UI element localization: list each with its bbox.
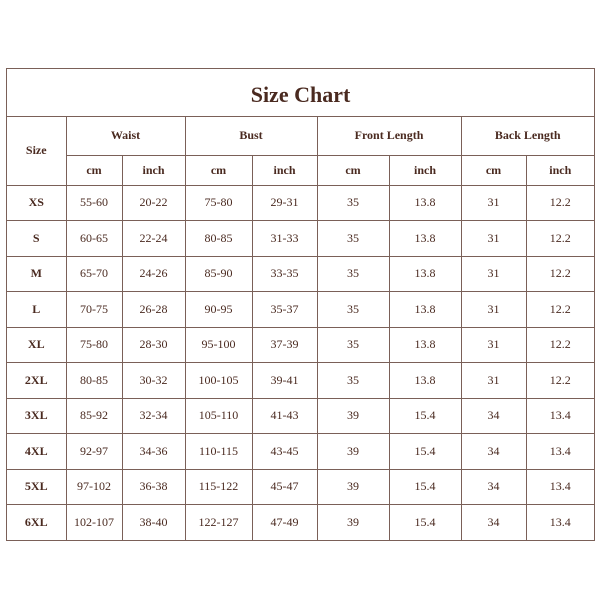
- size-chart: [6, 68, 595, 541]
- table-cell: 31: [461, 327, 526, 363]
- table-cell: 15.4: [389, 505, 461, 541]
- table-cell: 29-31: [252, 185, 317, 221]
- table-cell: 13.8: [389, 221, 461, 257]
- table-cell: 110-115: [185, 434, 252, 470]
- table-row: [7, 434, 594, 470]
- table-cell: 47-49: [252, 505, 317, 541]
- table-cell: 12.2: [526, 221, 594, 257]
- table-cell: 34-36: [122, 434, 185, 470]
- table-cell: 31: [461, 185, 526, 221]
- table-cell: 34: [461, 469, 526, 505]
- table-cell: 13.4: [526, 434, 594, 470]
- table-cell: 115-122: [185, 469, 252, 505]
- table-cell: 30-32: [122, 363, 185, 399]
- table-cell: 12.2: [526, 327, 594, 363]
- table-cell: 31: [461, 292, 526, 328]
- title-row: [7, 69, 594, 117]
- table-cell: 35: [317, 256, 389, 292]
- table-cell: 39: [317, 398, 389, 434]
- table-cell: 105-110: [185, 398, 252, 434]
- table-cell: 60-65: [66, 221, 122, 257]
- table-cell: 24-26: [122, 256, 185, 292]
- table-cell: 43-45: [252, 434, 317, 470]
- group-header-back-length: Back Length: [461, 117, 594, 155]
- table-cell: 31: [461, 221, 526, 257]
- table-row: [7, 505, 594, 541]
- size-label: 5XL: [7, 469, 66, 505]
- table-cell: 35: [317, 363, 389, 399]
- table-cell: 39: [317, 434, 389, 470]
- table-cell: 13.4: [526, 398, 594, 434]
- table-row: [7, 185, 594, 221]
- table-cell: 13.8: [389, 363, 461, 399]
- table-row: [7, 398, 594, 434]
- table-cell: 34: [461, 398, 526, 434]
- chart-title: Size Chart: [250, 81, 351, 107]
- size-header: Size: [7, 117, 66, 185]
- table-cell: 95-100: [185, 327, 252, 363]
- table-row: [7, 221, 594, 257]
- group-header-front-length: Front Length: [317, 117, 461, 155]
- table-cell: 45-47: [252, 469, 317, 505]
- table-cell: 12.2: [526, 185, 594, 221]
- table-row: [7, 256, 594, 292]
- table-cell: 13.4: [526, 469, 594, 505]
- size-label: M: [7, 256, 66, 292]
- table-row: [7, 292, 594, 328]
- table-cell: 75-80: [185, 185, 252, 221]
- table-cell: 31: [461, 363, 526, 399]
- size-label: 6XL: [7, 505, 66, 541]
- table-cell: 15.4: [389, 469, 461, 505]
- unit-header: cm: [461, 155, 526, 185]
- table-cell: 92-97: [66, 434, 122, 470]
- table-cell: 35: [317, 221, 389, 257]
- table-cell: 37-39: [252, 327, 317, 363]
- group-header-bust: Bust: [185, 117, 317, 155]
- table-row: [7, 363, 594, 399]
- table-cell: 28-30: [122, 327, 185, 363]
- size-label: S: [7, 221, 66, 257]
- table-cell: 39-41: [252, 363, 317, 399]
- size-table: [7, 117, 594, 540]
- table-cell: 34: [461, 505, 526, 541]
- unit-header: inch: [389, 155, 461, 185]
- table-cell: 65-70: [66, 256, 122, 292]
- table-cell: 20-22: [122, 185, 185, 221]
- table-cell: 31-33: [252, 221, 317, 257]
- table-cell: 26-28: [122, 292, 185, 328]
- table-row: [7, 469, 594, 505]
- table-cell: 35: [317, 327, 389, 363]
- table-cell: 38-40: [122, 505, 185, 541]
- table-cell: 33-35: [252, 256, 317, 292]
- table-cell: 34: [461, 434, 526, 470]
- table-cell: 55-60: [66, 185, 122, 221]
- table-cell: 102-107: [66, 505, 122, 541]
- size-label: 3XL: [7, 398, 66, 434]
- unit-header: cm: [66, 155, 122, 185]
- table-cell: 12.2: [526, 256, 594, 292]
- table-cell: 13.8: [389, 185, 461, 221]
- table-cell: 80-85: [185, 221, 252, 257]
- table-cell: 13.8: [389, 256, 461, 292]
- table-cell: 35-37: [252, 292, 317, 328]
- table-cell: 12.2: [526, 292, 594, 328]
- table-cell: 13.8: [389, 327, 461, 363]
- size-label: L: [7, 292, 66, 328]
- header-row-units: [7, 155, 594, 185]
- table-row: [7, 327, 594, 363]
- table-cell: 90-95: [185, 292, 252, 328]
- table-cell: 35: [317, 185, 389, 221]
- table-cell: 80-85: [66, 363, 122, 399]
- group-header-waist: Waist: [66, 117, 185, 155]
- table-cell: 122-127: [185, 505, 252, 541]
- size-label: 2XL: [7, 363, 66, 399]
- table-cell: 39: [317, 505, 389, 541]
- table-cell: 85-90: [185, 256, 252, 292]
- table-cell: 15.4: [389, 398, 461, 434]
- unit-header: cm: [317, 155, 389, 185]
- table-cell: 35: [317, 292, 389, 328]
- unit-header: inch: [122, 155, 185, 185]
- unit-header: inch: [252, 155, 317, 185]
- table-cell: 39: [317, 469, 389, 505]
- table-cell: 85-92: [66, 398, 122, 434]
- table-cell: 41-43: [252, 398, 317, 434]
- table-cell: 13.4: [526, 505, 594, 541]
- table-cell: 12.2: [526, 363, 594, 399]
- size-label: 4XL: [7, 434, 66, 470]
- table-cell: 22-24: [122, 221, 185, 257]
- size-label: XS: [7, 185, 66, 221]
- table-cell: 100-105: [185, 363, 252, 399]
- table-cell: 13.8: [389, 292, 461, 328]
- table-cell: 31: [461, 256, 526, 292]
- table-cell: 75-80: [66, 327, 122, 363]
- header-row-groups: [7, 117, 594, 155]
- table-cell: 15.4: [389, 434, 461, 470]
- unit-header: cm: [185, 155, 252, 185]
- table-cell: 70-75: [66, 292, 122, 328]
- table-cell: 36-38: [122, 469, 185, 505]
- size-label: XL: [7, 327, 66, 363]
- table-cell: 97-102: [66, 469, 122, 505]
- table-cell: 32-34: [122, 398, 185, 434]
- unit-header: inch: [526, 155, 594, 185]
